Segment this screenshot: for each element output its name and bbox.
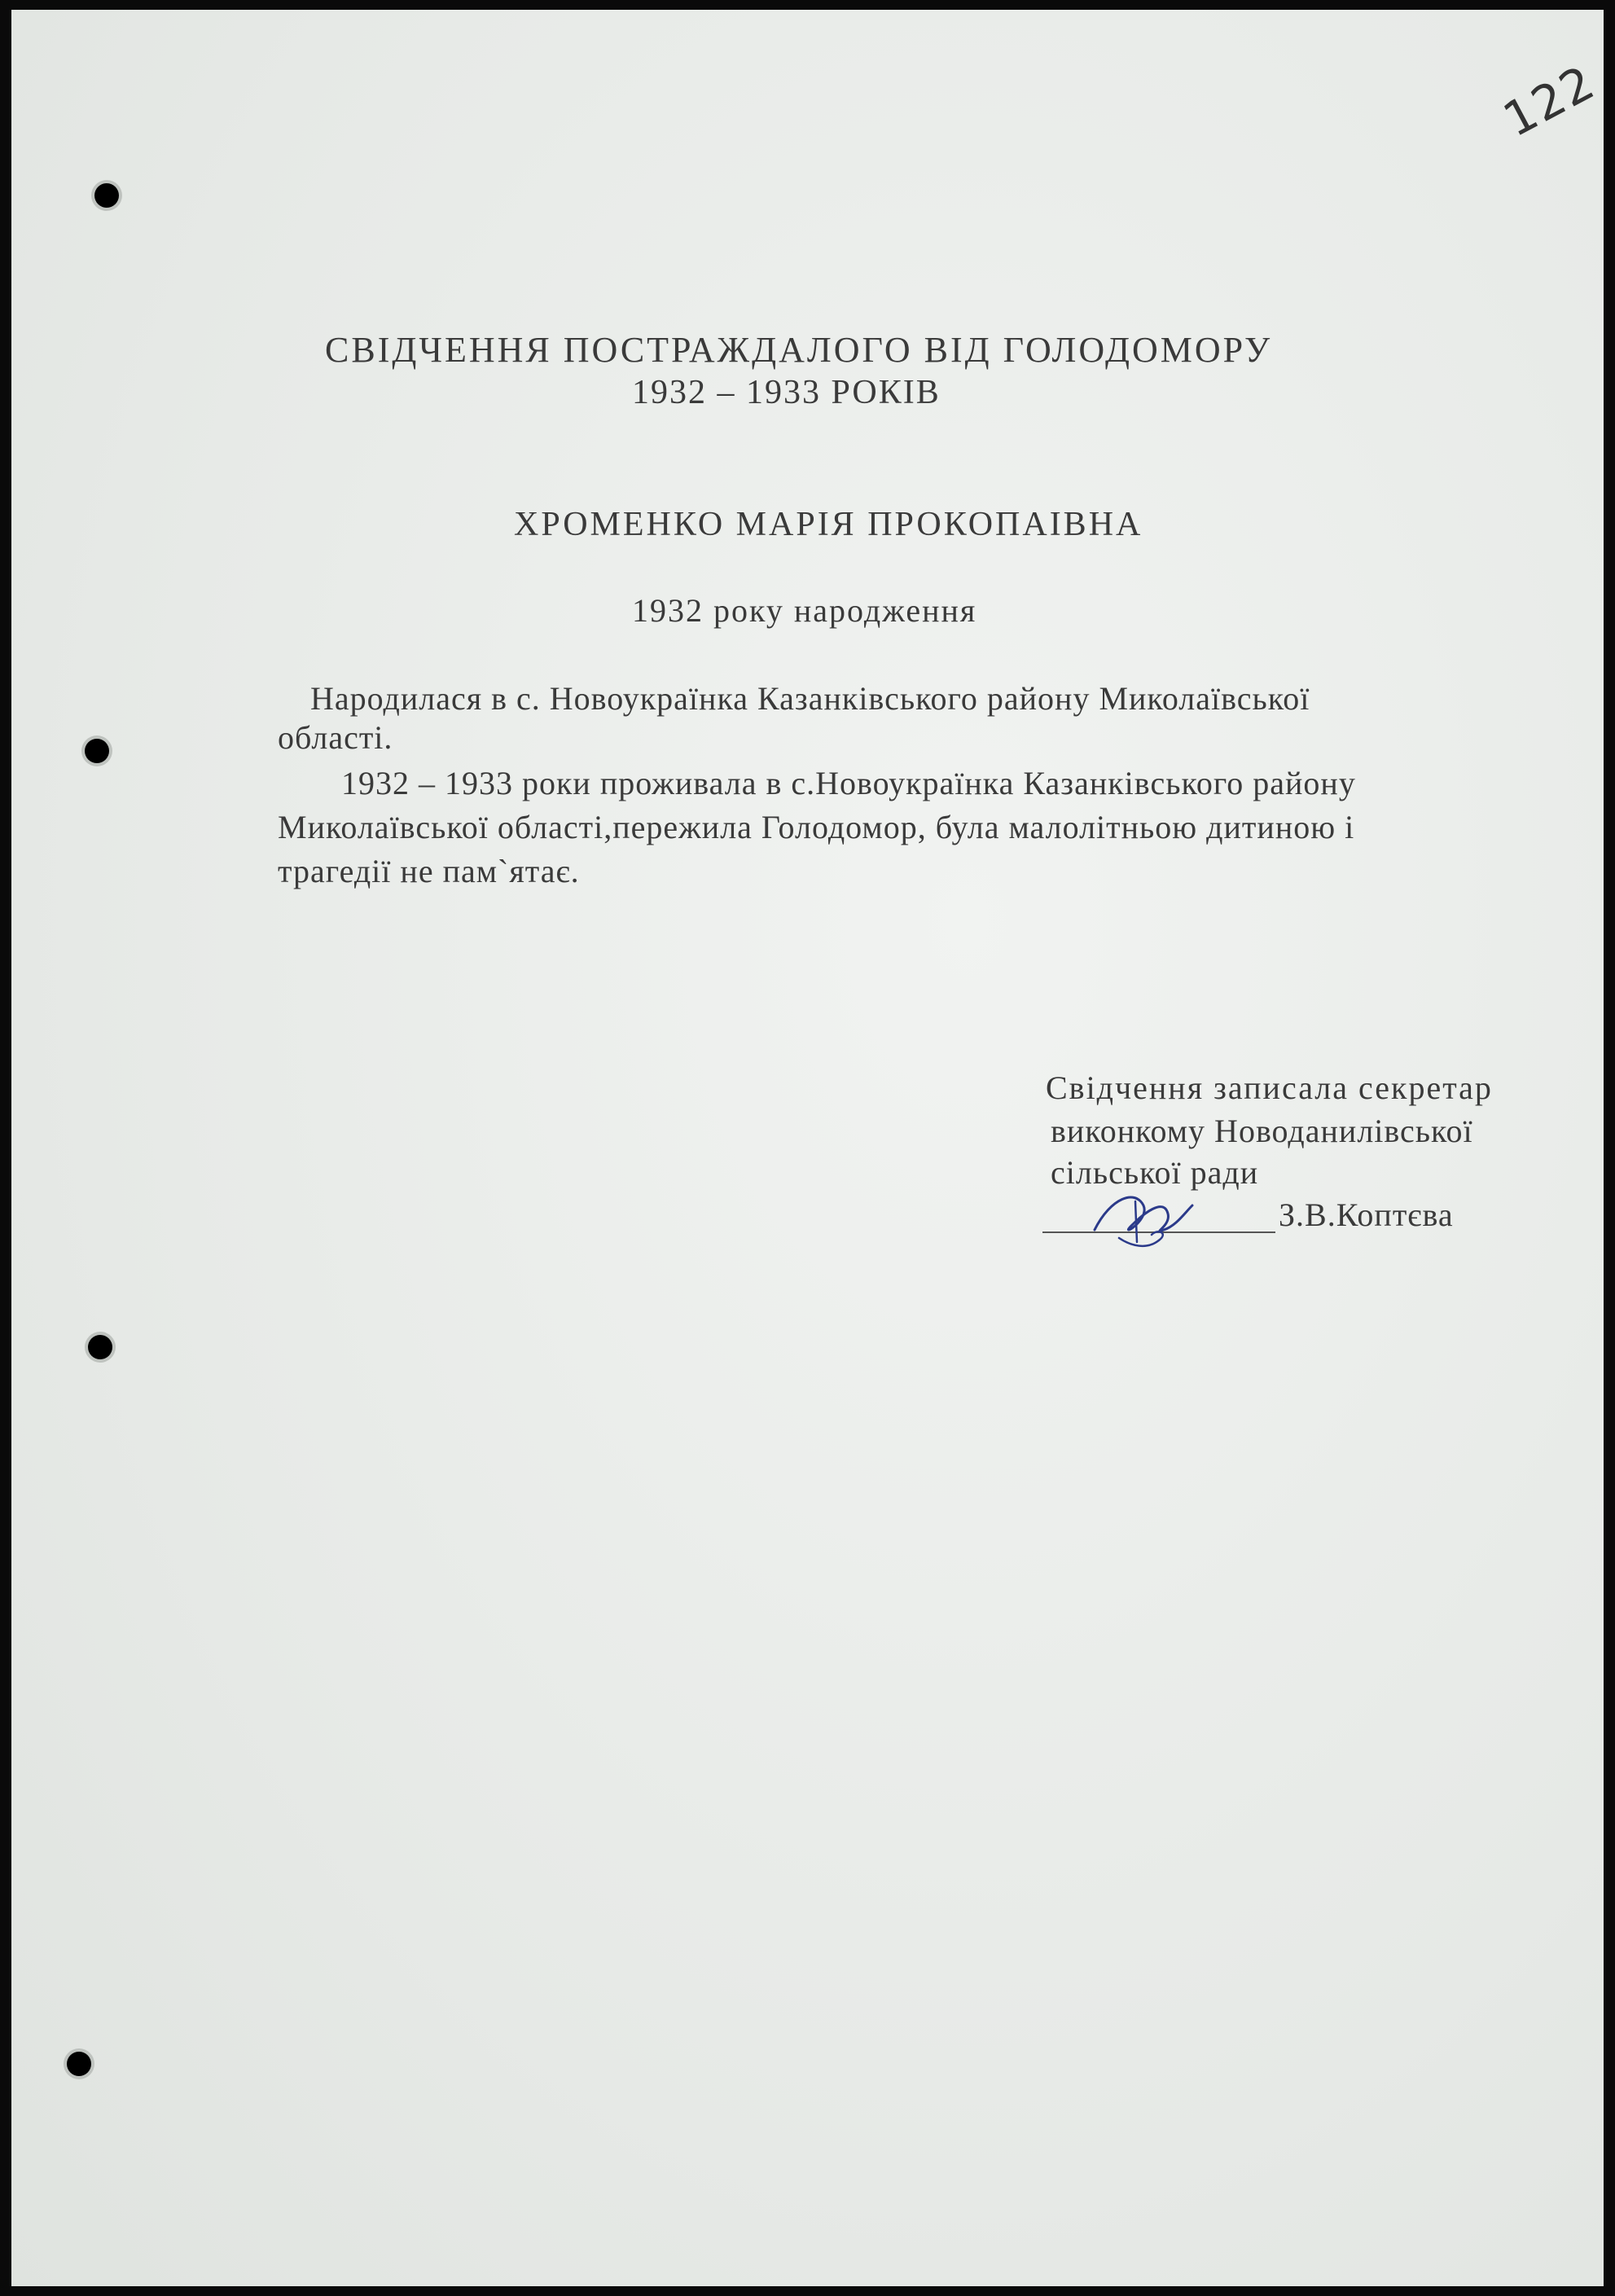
binder-hole-icon bbox=[67, 2052, 91, 2076]
paragraph-line: трагедії не пам`ятає. bbox=[278, 853, 580, 889]
binder-hole-icon bbox=[94, 183, 119, 208]
recorder-name: З.В.Коптєва bbox=[1279, 1196, 1454, 1233]
recorder-line: виконкому Новоданилівської bbox=[1051, 1113, 1473, 1149]
document-page bbox=[11, 10, 1604, 2286]
binder-hole-icon bbox=[85, 739, 109, 763]
birth-year: 1932 року народження bbox=[632, 592, 977, 629]
paragraph-line: Миколаївської області,пережила Голодомор, була малолітньою дитиною і bbox=[278, 809, 1355, 845]
binder-hole-icon bbox=[88, 1335, 112, 1359]
handwritten-signature bbox=[1086, 1181, 1209, 1254]
document-title: СВІДЧЕННЯ ПОСТРАЖДАЛОГО ВІД ГОЛОДОМОРУ bbox=[325, 330, 1273, 370]
page-number: 122 bbox=[1494, 54, 1604, 148]
document-title-years: 1932 – 1933 РОКІВ bbox=[632, 374, 941, 411]
recorder-line: Свідчення записала секретар bbox=[1046, 1069, 1493, 1106]
paragraph-line: області. bbox=[278, 719, 393, 756]
recorder-line: сільської ради bbox=[1051, 1154, 1259, 1191]
paragraph-line: Народилася в с. Новоукраїнка Казанківського району Миколаївської bbox=[310, 680, 1310, 717]
paragraph-line: 1932 – 1933 роки проживала в с.Новоукраїнка Казанківського району bbox=[341, 765, 1356, 801]
person-name: ХРОМЕНКО МАРІЯ ПРОКОПАІВНА bbox=[514, 506, 1143, 543]
